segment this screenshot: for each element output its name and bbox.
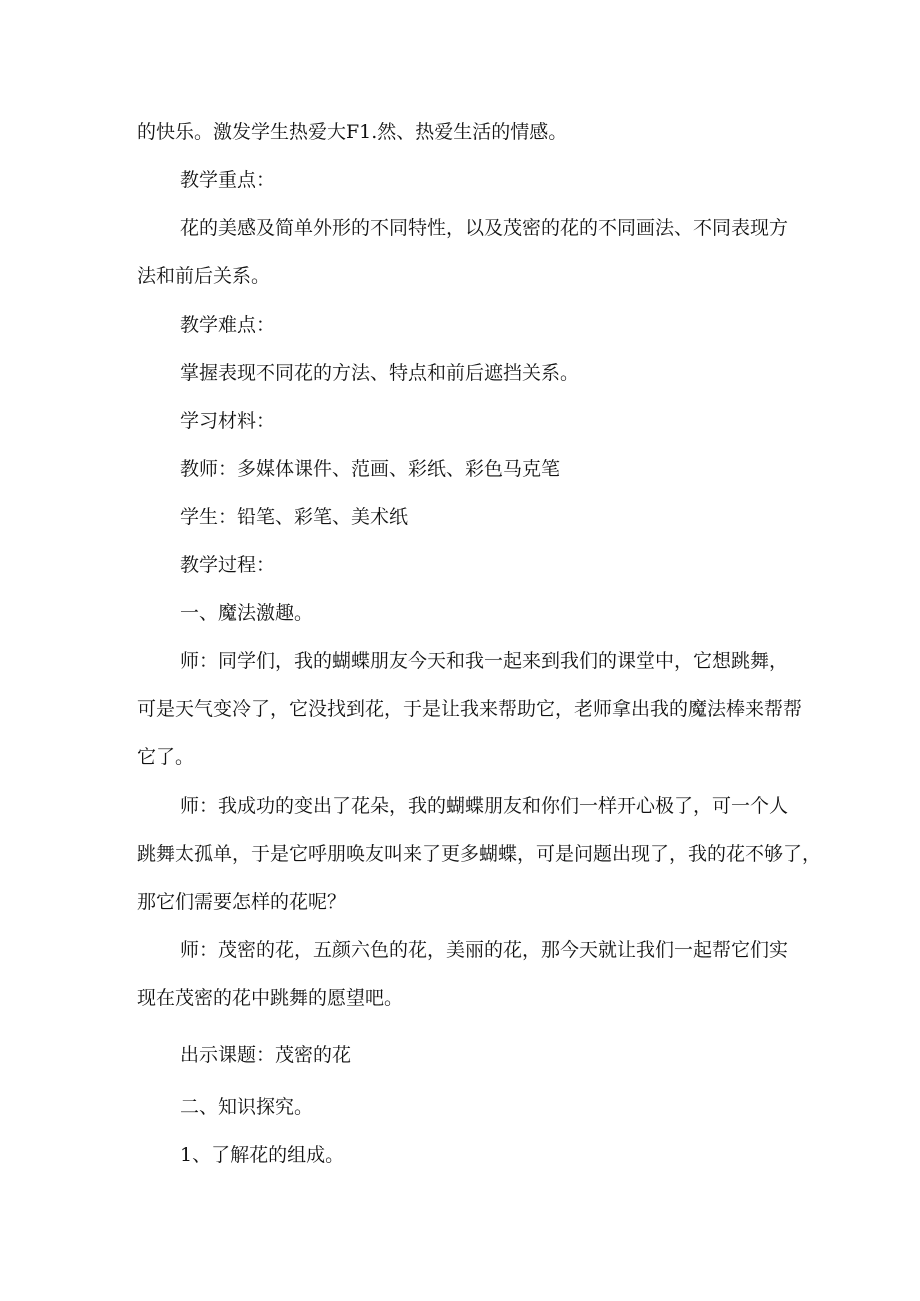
section-heading-materials: 学习材料：: [180, 410, 276, 432]
subsection-heading: 一、魔法激趣。: [180, 602, 314, 624]
body-text-line: 可是天气变冷了，它没找到花，于是让我来帮助它，老师拿出我的魔法棒来帮帮: [137, 698, 803, 720]
subsection-heading: 1、了解花的组成。: [180, 1144, 345, 1166]
body-text-line: 师：同学们，我的蝴蝶朋友今天和我一起来到我们的课堂中，它想跳舞，: [180, 650, 789, 672]
section-heading-teaching-difficulty: 教学难点：: [180, 314, 276, 336]
body-text-line: 花的美感及简单外形的不同特性，以及茂密的花的不同画法、不同表现方: [180, 217, 789, 239]
subsection-heading: 二、知识探究。: [180, 1096, 314, 1118]
body-text-line: 掌握表现不同花的方法、特点和前后遮挡关系。: [180, 362, 580, 384]
lesson-title-line: 出示课题：茂密的花: [180, 1044, 352, 1066]
body-text-line: 师：茂密的花，五颜六色的花，美丽的花，那今天就让我们一起帮它们实: [180, 939, 789, 961]
body-text-line: 师：我成功的变出了花朵，我的蝴蝶朋友和你们一样开心极了，可一个人: [180, 795, 789, 817]
body-text-line: 它了。: [137, 746, 195, 768]
section-heading-teaching-focus: 教学重点：: [180, 169, 276, 191]
body-text-line: 法和前后关系。: [137, 265, 271, 287]
body-text-line: 跳舞太孤单，于是它呼朋唤友叫来了更多蝴蝶，可是问题出现了，我的花不够了，: [137, 843, 822, 865]
section-heading-process: 教学过程：: [180, 554, 276, 576]
body-text-line: 现在茂密的花中跳舞的愿望吧。: [137, 987, 404, 1009]
body-text-line: 教师：多媒体课件、范画、彩纸、彩色马克笔: [180, 458, 561, 480]
body-text-line: 学生：铅笔、彩笔、美术纸: [180, 506, 409, 528]
body-text-line: 那它们需要怎样的花呢？: [137, 891, 347, 913]
body-text-line: 的快乐。激发学生热爱大F1.然、热爱生活的情感。: [137, 121, 568, 143]
